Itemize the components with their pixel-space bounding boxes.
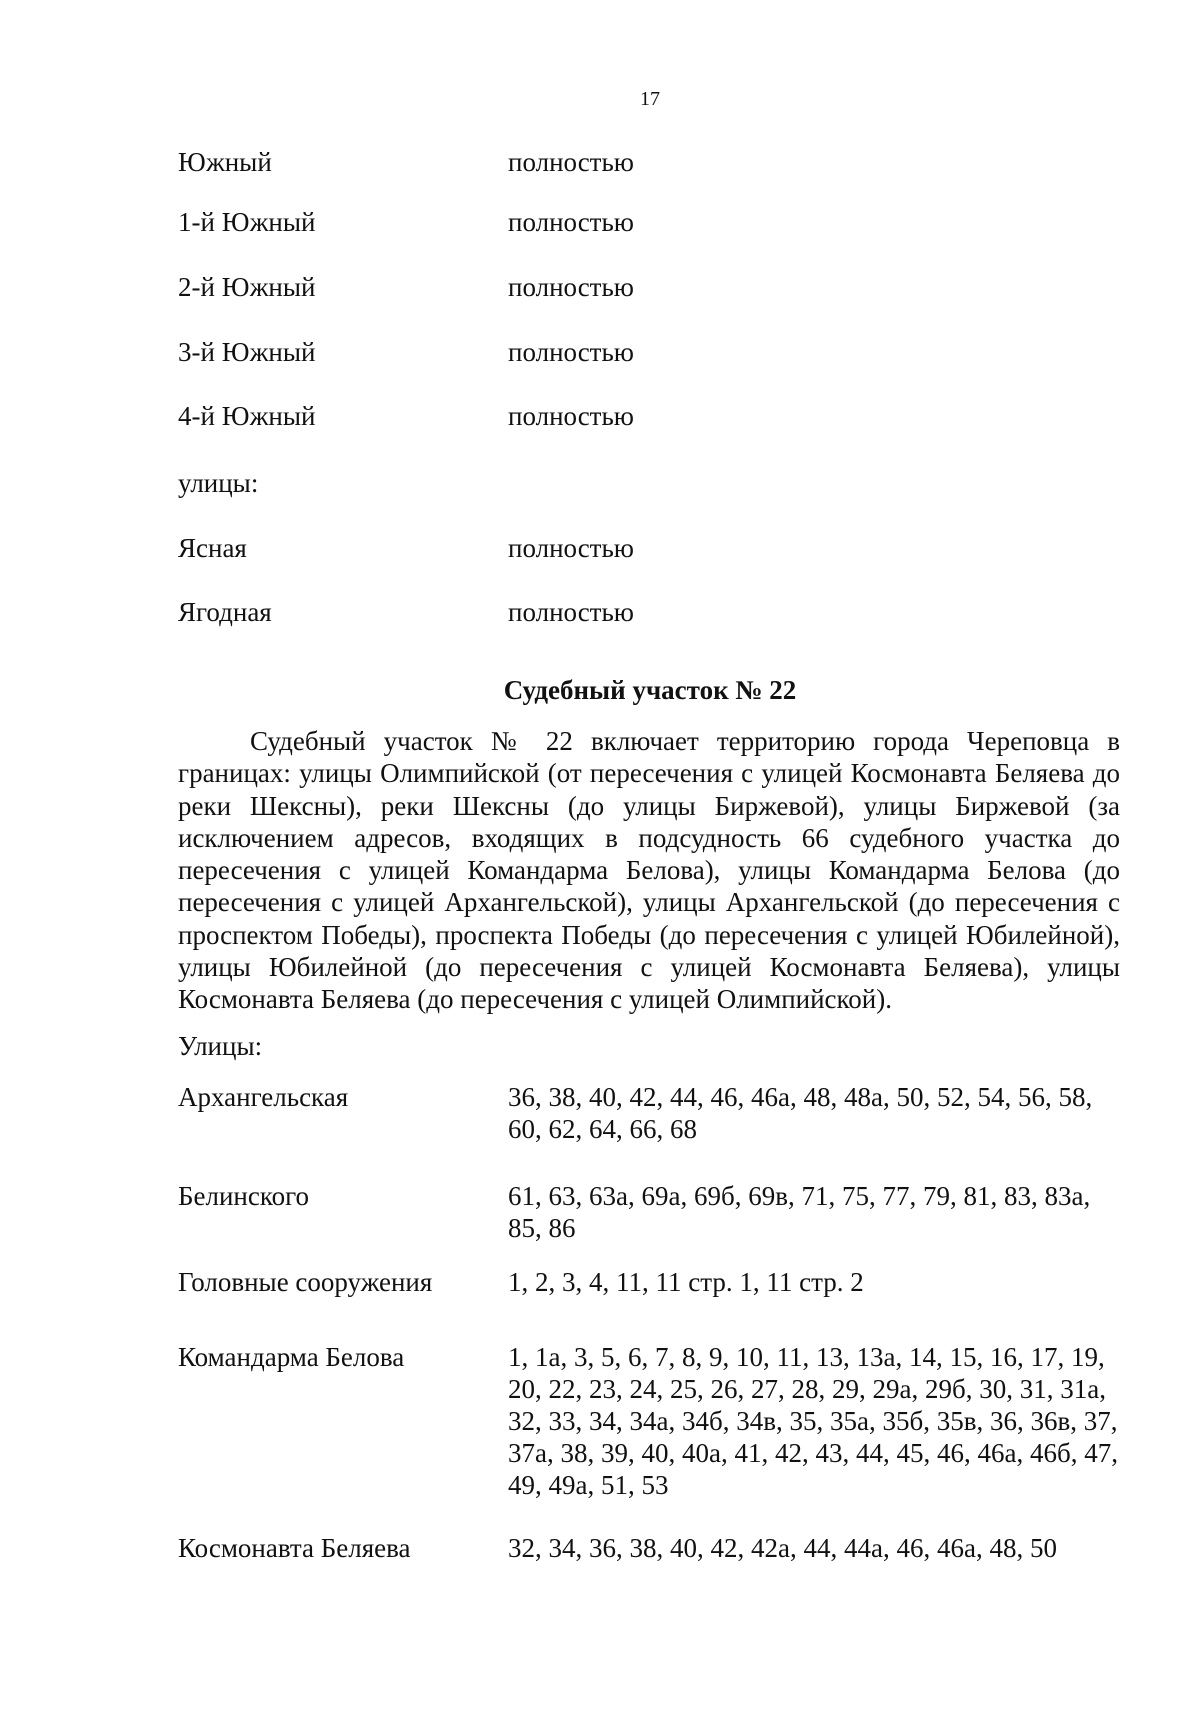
lane-name: 4-й Южный [178, 401, 316, 431]
address-numbers: 36, 38, 40, 42, 44, 46, 46а, 48, 48а, 50, 52, 54, 56, 58, 60, 62, 64, 66, 68 [508, 1082, 1093, 1144]
street-name: Ягодная [178, 597, 272, 627]
address-numbers: 1, 2, 3, 4, 11, 11 стр. 1, 11 стр. 2 [508, 1267, 864, 1297]
street-coverage: полностью [508, 597, 634, 627]
section-paragraph: Судебный участок № 22 включает территорию города Череповца в границах: улицы Олимпийской (от пересечения с улицей Космонавта Беляева до реки Шексны), реки Шексны (до улицы Биржевой), улицы Биржевой (за исключением адресов, входящих в подсудность 66 судебного участка до пересечения с улицей Командарма Белова), улицы Командарма Белова (до пересечения с улицей Архангельской), улицы Архангельской (до пересечения с проспектом Победы), проспекта Победы (до пересечения с улицей Юбилейной), улицы Юбилейной (до пересечения с улицей Космонавта Беляева), улицы Космонавта Беляева (до пересечения с улицей Олимпийской). [178, 726, 1120, 1015]
page-number: 17 [640, 88, 660, 110]
address-street: Командарма Белова [178, 1342, 405, 1372]
lane-coverage: полностью [508, 207, 634, 237]
streets-label-upper: Улицы: [178, 1031, 263, 1061]
address-numbers: 32, 34, 36, 38, 40, 42, 42а, 44, 44а, 46, 46а, 48, 50 [508, 1533, 1057, 1563]
street-name: Ясная [178, 533, 247, 563]
lane-name: Южный [178, 147, 272, 177]
section-title: Судебный участок № 22 [503, 675, 797, 705]
address-street: Космонавта Беляева [178, 1533, 411, 1563]
lane-name: 2-й Южный [178, 272, 316, 302]
lane-coverage: полностью [508, 147, 634, 177]
lane-name: 3-й Южный [178, 337, 316, 367]
address-numbers: 61, 63, 63а, 69а, 69б, 69в, 71, 75, 77, 79, 81, 83, 83а, 85, 86 [508, 1181, 1091, 1243]
lane-coverage: полностью [508, 337, 634, 367]
streets-label-lower: улицы: [178, 468, 259, 498]
lane-coverage: полностью [508, 401, 634, 431]
street-coverage: полностью [508, 533, 634, 563]
address-street: Архангельская [178, 1082, 349, 1112]
lane-name: 1-й Южный [178, 207, 316, 237]
lane-coverage: полностью [508, 272, 634, 302]
address-numbers: 1, 1а, 3, 5, 6, 7, 8, 9, 10, 11, 13, 13а, 14, 15, 16, 17, 19, 20, 22, 23, 24, 25, 26, 27, 28, 29, 29а, 29б, 30, 31, 31а, 32, 33, 34, 34а, 34б, 34в, 35, 35а, 35б, 35в, 36, 36в, 37, 37а, 38, 39, 40, 40а, 41, 42, 43, 44, 45, 46, 46а, 46б, 47, 49, 49а, 51, 53 [508, 1342, 1118, 1500]
address-street: Головные сооружения [178, 1267, 433, 1297]
address-street: Белинского [178, 1181, 309, 1211]
